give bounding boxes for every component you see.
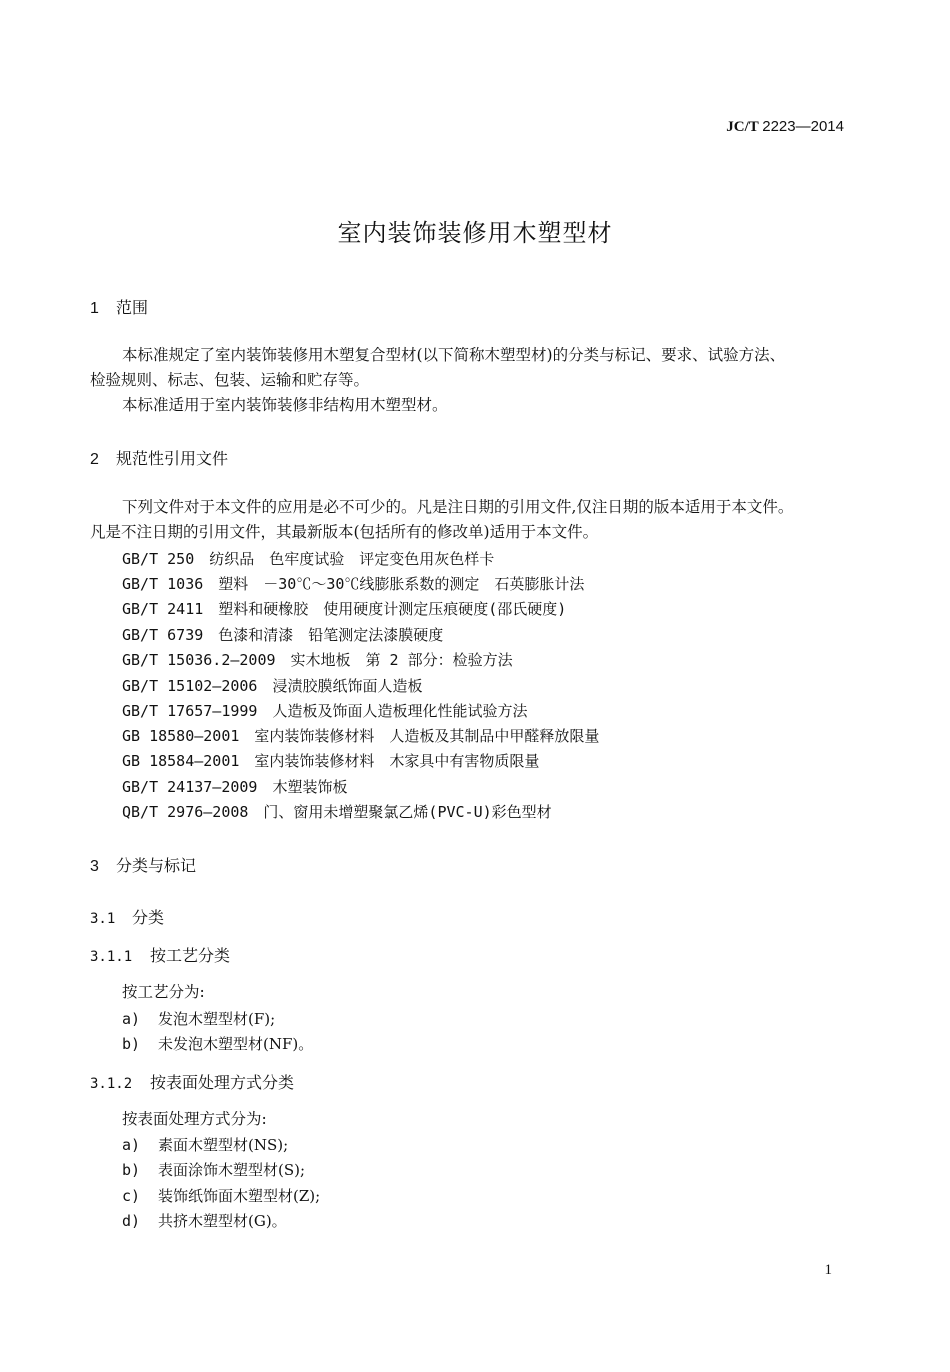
page-number: 1 xyxy=(824,1262,832,1278)
subsection-3-1-1-heading xyxy=(90,943,230,966)
subsection-title: 按表面处理方式分类 xyxy=(150,1073,295,1092)
list-item-label: c) xyxy=(122,1187,141,1205)
subsection-title: 按工艺分类 xyxy=(150,946,231,965)
list-item-label: b) xyxy=(122,1161,141,1179)
list-item xyxy=(122,1185,320,1206)
section-number: 3 xyxy=(90,858,99,875)
surface-classification-intro: 按表面处理方式分为: xyxy=(122,1110,267,1128)
scope-paragraph-2: 本标准适用于室内装饰装修非结构用木塑型材。 xyxy=(122,396,448,414)
process-classification-intro: 按工艺分为: xyxy=(122,983,205,1001)
standard-code-prefix: JC/T xyxy=(726,119,759,135)
list-item-text: 素面木塑型材(NS); xyxy=(158,1136,289,1154)
list-item-label: b) xyxy=(122,1035,141,1053)
subsection-number: 3.1 xyxy=(90,911,116,927)
list-item-text: 发泡木塑型材(F); xyxy=(158,1010,276,1028)
standard-code xyxy=(726,118,844,136)
reference-item: GB 18584—2001 室内装饰装修材料 木家具中有害物质限量 xyxy=(122,752,540,770)
standard-code-number: 2223—2014 xyxy=(762,118,844,135)
list-item xyxy=(122,1134,288,1155)
list-item-label: d) xyxy=(122,1212,141,1230)
section-number: 1 xyxy=(90,300,99,317)
scope-paragraph-line1: 本标准规定了室内装饰装修用木塑复合型材(以下简称木塑型材)的分类与标记、要求、试验方法、 xyxy=(122,346,786,364)
list-item xyxy=(122,1008,275,1029)
list-item-label: a) xyxy=(122,1136,141,1154)
list-item xyxy=(122,1033,313,1054)
subsection-3-1-heading xyxy=(90,905,164,928)
section-title: 分类与标记 xyxy=(116,856,197,875)
reference-item: GB/T 24137—2009 木塑装饰板 xyxy=(122,778,348,796)
list-item-text: 未发泡木塑型材(NF)。 xyxy=(158,1035,314,1053)
subsection-title: 分类 xyxy=(132,908,165,927)
section-number: 2 xyxy=(90,451,99,468)
reference-item: GB/T 250 纺织品 色牢度试验 评定变色用灰色样卡 xyxy=(122,550,495,568)
subsection-number: 3.1.2 xyxy=(90,1076,133,1092)
section-2-heading xyxy=(90,446,228,469)
reference-item: GB/T 1036 塑料 －30℃～30℃线膨胀系数的测定 石英膨胀计法 xyxy=(122,575,585,593)
section-3-heading xyxy=(90,853,196,876)
reference-item: GB/T 2411 塑料和硬橡胶 使用硬度计测定压痕硬度(邵氏硬度) xyxy=(122,600,567,618)
subsection-number: 3.1.1 xyxy=(90,949,133,965)
references-intro-line1: 下列文件对于本文件的应用是必不可少的。凡是注日期的引用文件,仅注日期的版本适用于本文件。 xyxy=(122,498,794,516)
reference-item: GB 18580—2001 室内装饰装修材料 人造板及其制品中甲醛释放限量 xyxy=(122,727,600,745)
list-item xyxy=(122,1159,305,1180)
list-item-text: 装饰纸饰面木塑型材(Z); xyxy=(158,1187,321,1205)
reference-item: QB/T 2976—2008 门、窗用未增塑聚氯乙烯(PVC-U)彩色型材 xyxy=(122,803,552,821)
section-1-heading xyxy=(90,295,148,318)
list-item xyxy=(122,1210,287,1231)
reference-item: GB/T 15102—2006 浸渍胶膜纸饰面人造板 xyxy=(122,677,423,695)
list-item-text: 表面涂饰木塑型材(S); xyxy=(158,1161,306,1179)
reference-item: GB/T 15036.2—2009 实木地板 第 2 部分：检验方法 xyxy=(122,651,513,669)
page-title: 室内装饰装修用木塑型材 xyxy=(337,219,613,247)
list-item-label: a) xyxy=(122,1010,141,1028)
list-item-text: 共挤木塑型材(G)。 xyxy=(158,1212,287,1230)
subsection-3-1-2-heading xyxy=(90,1070,294,1093)
section-title: 范围 xyxy=(116,298,149,317)
section-title: 规范性引用文件 xyxy=(116,449,229,468)
reference-item: GB/T 6739 色漆和清漆 铅笔测定法漆膜硬度 xyxy=(122,626,444,644)
scope-paragraph-line2: 检验规则、标志、包装、运输和贮存等。 xyxy=(90,371,370,389)
reference-item: GB/T 17657—1999 人造板及饰面人造板理化性能试验方法 xyxy=(122,702,528,720)
references-intro-line2: 凡是不注日期的引用文件，其最新版本(包括所有的修改单)适用于本文件。 xyxy=(90,523,599,541)
